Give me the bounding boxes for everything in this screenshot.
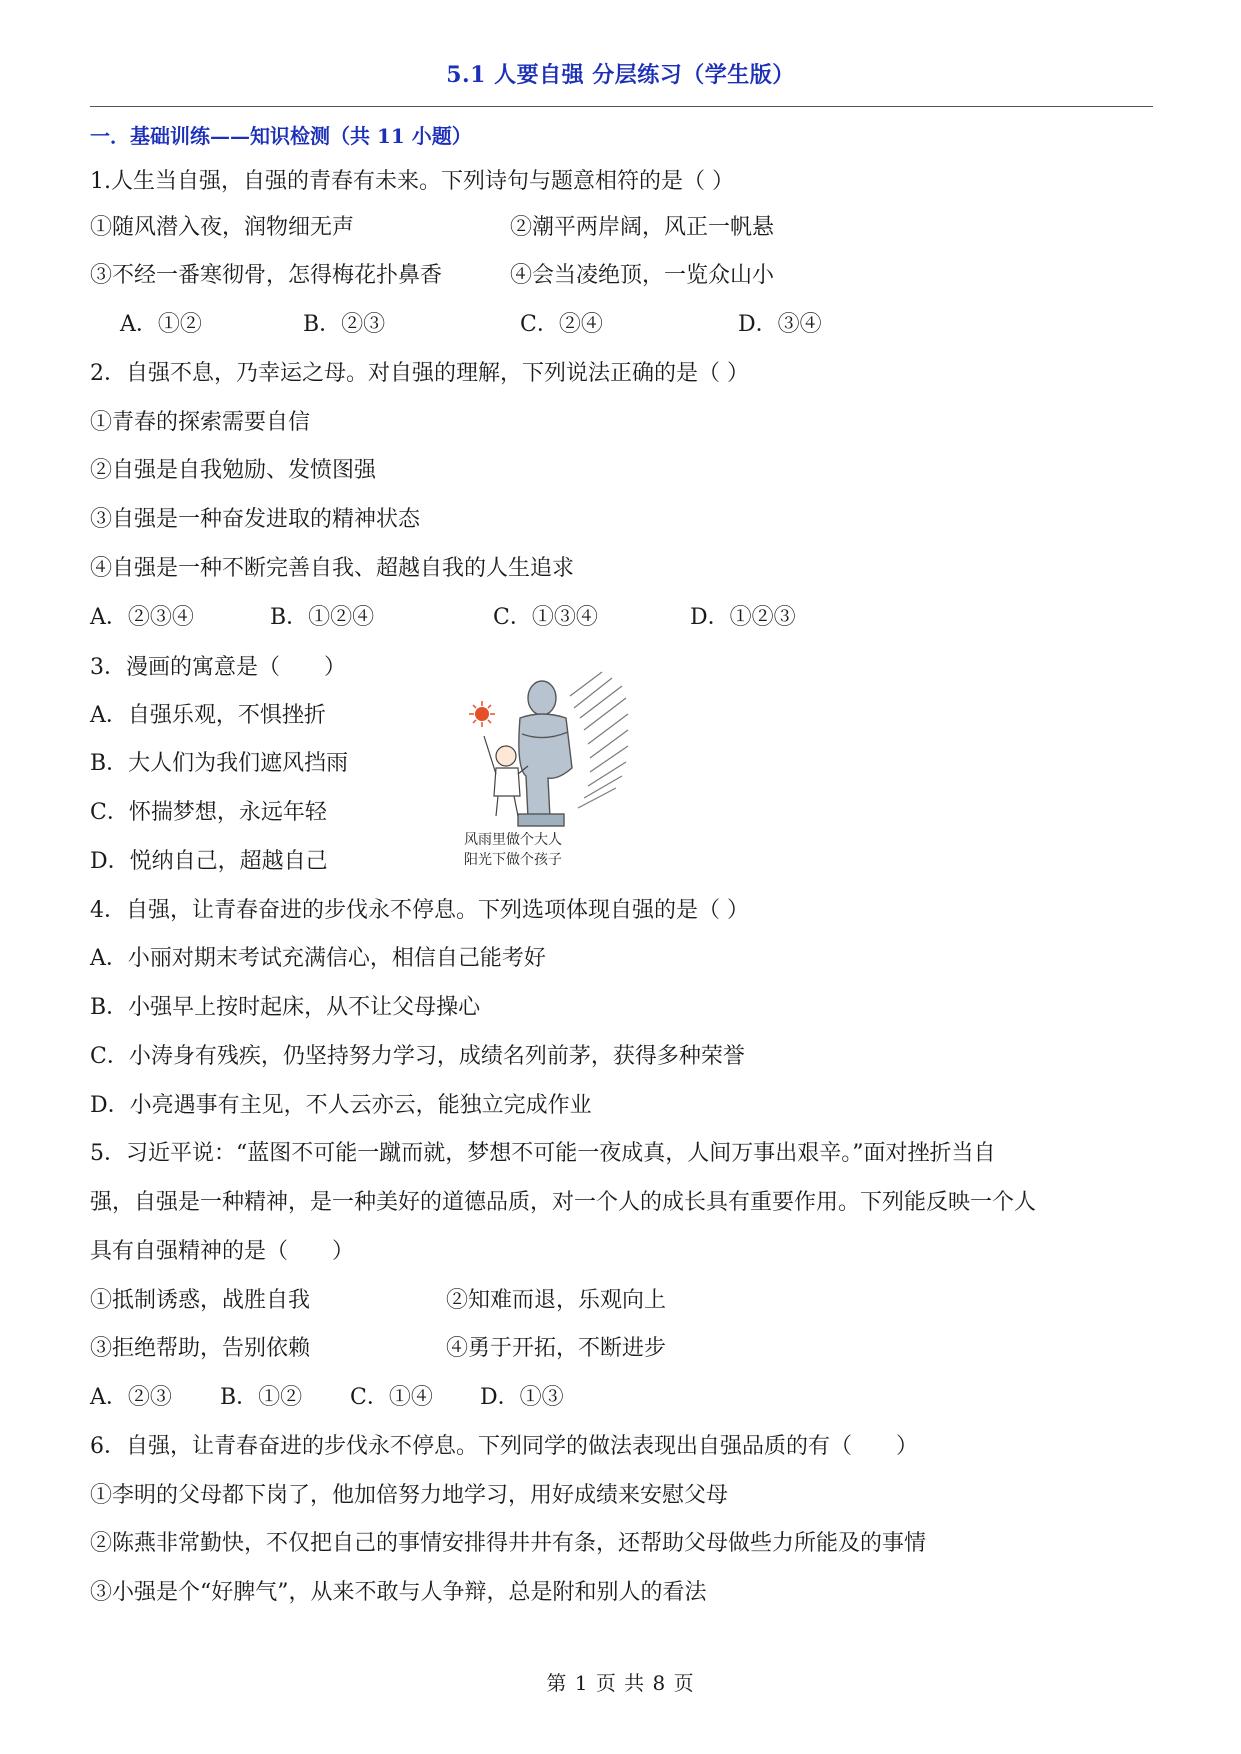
section-heading: 一．基础训练——知识检测（共 11 小题） — [90, 124, 472, 148]
header-divider — [90, 106, 1153, 107]
sun-icon — [469, 701, 495, 727]
page-title: 5.1 人要自强 分层练习（学生版） — [446, 62, 795, 88]
q2-item-4: ④自强是一种不断完善自我、超越自我的人生追求 — [90, 556, 575, 581]
q5-stem-line-1: 5．习近平说：“蓝图不可能一蹴而就，梦想不可能一夜成真，人间万事出艰辛。”面对挫折当自 — [90, 1141, 996, 1166]
q6-item-3: ③小强是个“好脾气”，从来不敢与人争辩，总是附和别人的看法 — [90, 1580, 707, 1605]
q3-stem: 3．漫画的寓意是（ ） — [90, 655, 346, 680]
q5-option-a: A．②③ — [90, 1385, 172, 1410]
cartoon-image — [462, 668, 630, 868]
q5-stem-line-2: 强，自强是一种精神，是一种美好的道德品质，对一个人的成长具有重要作用。下列能反映一个人 — [90, 1190, 1037, 1215]
q5-item-3: ③拒绝帮助，告别依赖 — [90, 1336, 311, 1361]
q3-option-a: A．自强乐观，不惧挫折 — [90, 703, 326, 728]
q1-stem: 1.人生当自强，自强的青春有未来。下列诗句与题意相符的是（ ） — [90, 169, 734, 194]
q1-item-4: ④会当凌绝顶，一览众山小 — [510, 263, 775, 288]
q1-option-d: D．③④ — [738, 312, 822, 337]
q1-item-2: ②潮平两岸阔，风正一帆悬 — [510, 215, 775, 240]
q6-stem: 6．自强，让青春奋进的步伐永不停息。下列同学的做法表现出自强品质的有（ ） — [90, 1434, 918, 1459]
rain-strokes — [570, 672, 628, 808]
q6-item-1: ①李明的父母都下岗了，他加倍努力地学习，用好成绩来安慰父母 — [90, 1483, 729, 1508]
q1-option-a: A．①② — [120, 312, 202, 337]
q2-option-b: B．①②④ — [270, 605, 375, 630]
q2-stem: 2．自强不息，乃幸运之母。对自强的理解，下列说法正确的是（ ） — [90, 361, 749, 386]
cartoon-caption-2: 阳光下做个孩子 — [464, 852, 562, 868]
q1-option-c: C．②④ — [520, 312, 603, 337]
q1-item-3: ③不经一番寒彻骨，怎得梅花扑鼻香 — [90, 263, 443, 288]
cartoon-caption-1: 风雨里做个大人 — [464, 832, 562, 848]
q5-option-c: C．①④ — [350, 1385, 433, 1410]
q3-option-c: C．怀揣梦想，永远年轻 — [90, 800, 327, 825]
page-footer: 第 1 页 共 8 页 — [546, 1671, 695, 1695]
q4-option-d: D．小亮遇事有主见，不人云亦云，能独立完成作业 — [90, 1093, 592, 1118]
q5-item-4: ④勇于开拓，不断进步 — [446, 1336, 667, 1361]
q6-item-2: ②陈燕非常勤快，不仅把自己的事情安排得井井有条，还帮助父母做些力所能及的事情 — [90, 1531, 927, 1556]
q4-option-a: A．小丽对期末考试充满信心，相信自己能考好 — [90, 946, 546, 971]
statue-figure — [518, 681, 572, 826]
q2-item-1: ①青春的探索需要自信 — [90, 410, 311, 435]
q2-option-a: A．②③④ — [90, 605, 194, 630]
q5-item-2: ②知难而退，乐观向上 — [446, 1288, 667, 1313]
q5-item-1: ①抵制诱惑，战胜自我 — [90, 1288, 311, 1313]
q5-option-b: B．①② — [220, 1385, 303, 1410]
q1-option-b: B．②③ — [303, 312, 386, 337]
q2-item-3: ③自强是一种奋发进取的精神状态 — [90, 507, 421, 532]
q3-option-d: D．悦纳自己，超越自己 — [90, 849, 328, 874]
q4-option-b: B．小强早上按时起床，从不让父母操心 — [90, 995, 481, 1020]
q4-stem: 4．自强，让青春奋进的步伐永不停息。下列选项体现自强的是（ ） — [90, 898, 749, 923]
q1-item-1: ①随风潜入夜，润物细无声 — [90, 215, 355, 240]
q2-option-c: C．①③④ — [493, 605, 598, 630]
q2-item-2: ②自强是自我勉励、发愤图强 — [90, 458, 377, 483]
q3-option-b: B．大人们为我们遮风挡雨 — [90, 751, 349, 776]
q2-option-d: D．①②③ — [690, 605, 796, 630]
q4-option-c: C．小涛身有残疾，仍坚持努力学习，成绩名列前茅，获得多种荣誉 — [90, 1044, 745, 1069]
q5-stem-line-3: 具有自强精神的是（ ） — [90, 1239, 355, 1264]
q5-option-d: D．①③ — [480, 1385, 564, 1410]
